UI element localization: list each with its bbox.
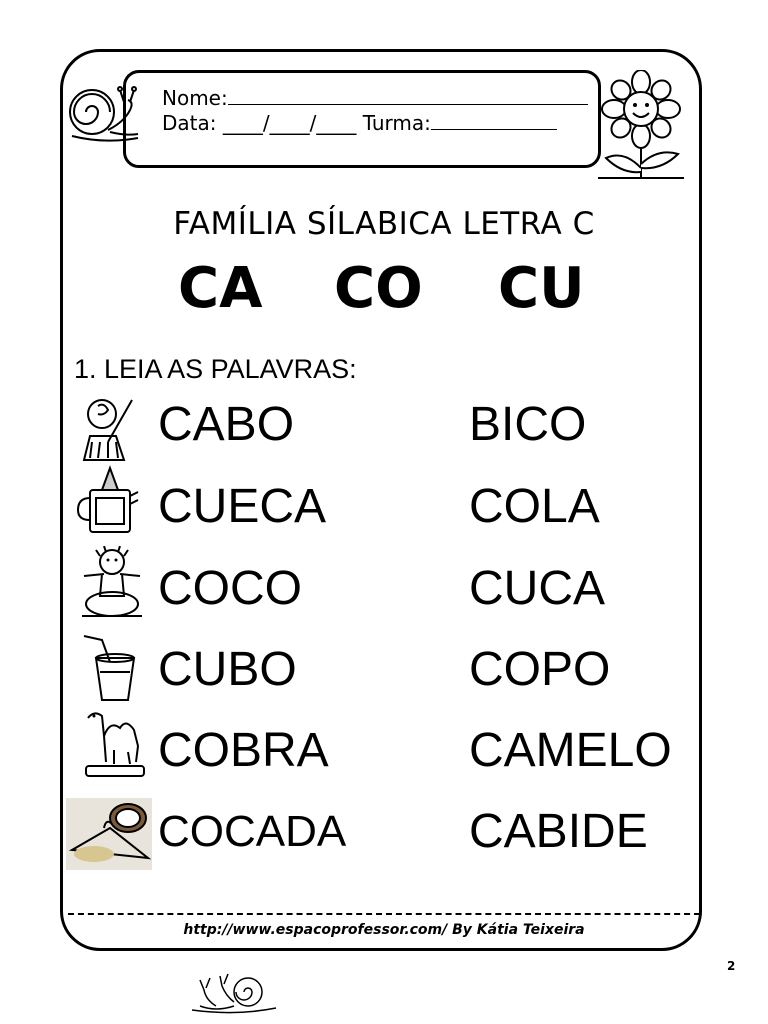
word-cueca: CUECA <box>158 480 327 533</box>
word-bico: BICO <box>469 398 587 451</box>
syllable-cu: CU <box>498 256 585 321</box>
class-label: Turma: <box>362 111 431 135</box>
broom-icon <box>80 396 142 464</box>
word-cabo: CABO <box>158 398 295 451</box>
page-title: FAMÍLIA SÍLABICA LETRA C <box>173 206 595 242</box>
word-cabide: CABIDE <box>469 805 648 858</box>
syllable-co: CO <box>334 256 423 321</box>
word-cubo: CUBO <box>158 643 297 696</box>
word-cola: COLA <box>469 480 600 533</box>
word-copo: COPO <box>469 643 611 696</box>
name-label: Nome: <box>162 86 228 110</box>
monkey-icon <box>76 546 148 620</box>
word-cuca: CUCA <box>469 562 606 615</box>
word-cocada: COCADA <box>158 807 347 856</box>
footer-divider <box>68 913 700 915</box>
snail-icon <box>64 82 142 148</box>
syllable-ca: CA <box>178 256 263 321</box>
watering-can-icon <box>74 464 140 536</box>
instruction: 1. LEIA AS PALAVRAS: <box>74 354 357 384</box>
snails-icon <box>186 966 280 1018</box>
word-camelo: CAMELO <box>469 724 672 777</box>
flower-icon <box>594 70 688 182</box>
camel-icon <box>80 706 150 782</box>
word-cobra: COBRA <box>158 724 329 777</box>
page-number: 2 <box>727 959 736 973</box>
word-coco: COCO <box>158 562 302 615</box>
footer-credit[interactable]: http://www.espacoprofessor.com/ By Kátia Teixeira <box>183 922 585 938</box>
coconut-hanger-icon <box>66 798 152 870</box>
cup-icon <box>78 632 142 704</box>
name-field[interactable] <box>162 86 588 109</box>
date-class-field[interactable] <box>162 111 557 134</box>
date-label: Data: ____/____/____ <box>162 111 357 135</box>
